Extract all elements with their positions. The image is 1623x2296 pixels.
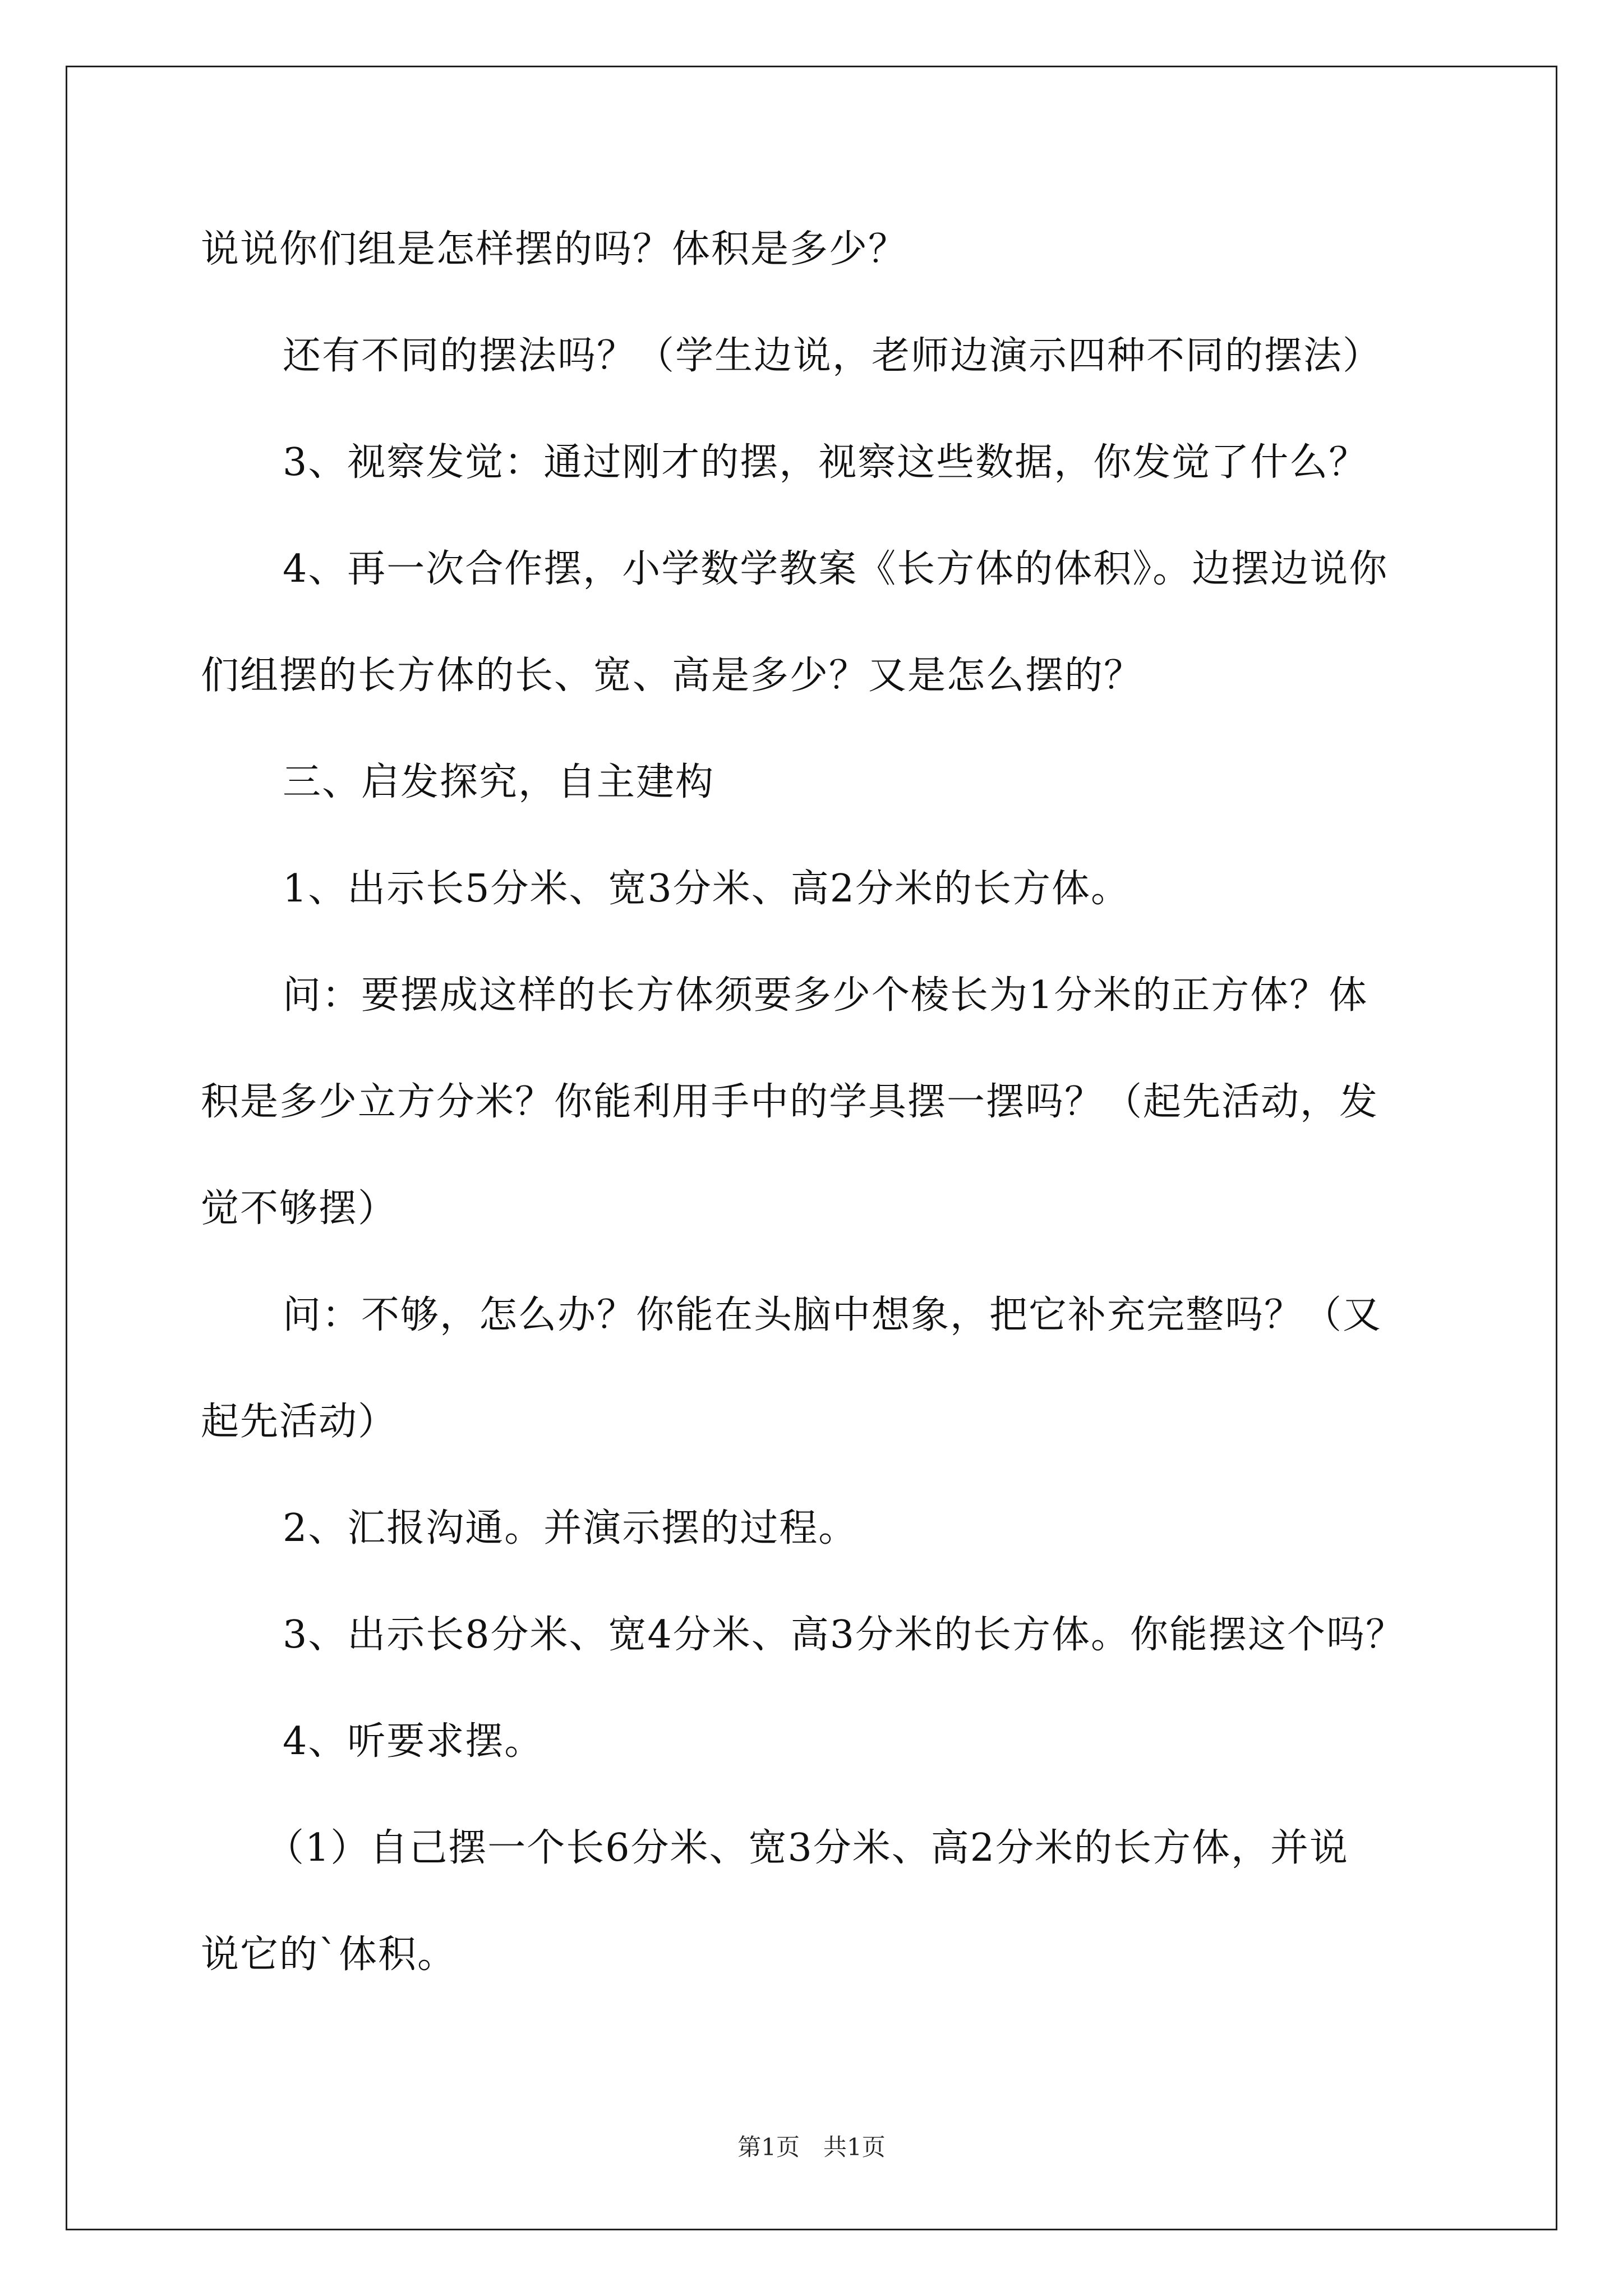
text-line: 起先活动） [201,1400,398,1444]
text-line: 4、听要求摆。 [283,1719,544,1764]
text-line: 积是多少立方分米？你能利用手中的学具摆一摆吗？（起先活动，发 [201,1080,1379,1124]
section-heading: 三、启发探究，自主建构 [283,760,715,804]
text-line: 2、汇报沟通。并演示摆的过程。 [283,1506,858,1550]
text-line: 还有不同的摆法吗？（学生边说，老师边演示四种不同的摆法） [283,334,1382,378]
page-footer: 第1页 共1页 [737,2133,886,2161]
text-line: 4、再一次合作摆，小学数学教案《长方体的体积》。边摆边说你 [283,547,1389,591]
page-border [66,66,1557,2230]
text-line: 问：要摆成这样的长方体须要多少个棱长为1分米的正方体？体 [283,973,1368,1018]
text-line: 1、出示长5分米、宽3分米、高2分米的长方体。 [283,867,1131,911]
text-line: 问：不够，怎么办？你能在头脑中想象，把它补充完整吗？（又 [283,1293,1382,1337]
text-line: 3、出示长8分米、宽4分米、高3分米的长方体。你能摆这个吗？ [283,1613,1405,1657]
text-line: 觉不够摆） [201,1186,398,1231]
text-line: （1）自己摆一个长6分米、宽3分米、高2分米的长方体，并说 [266,1826,1349,1870]
text-line: 说它的`体积。 [201,1932,457,1977]
text-line: 们组摆的长方体的长、宽、高是多少？又是怎么摆的？ [201,654,1144,698]
text-line: 3、视察发觉：通过刚才的摆，视察这些数据，你发觉了什么？ [283,440,1368,485]
text-line: 说说你们组是怎样摆的吗？体积是多少？ [201,227,908,272]
